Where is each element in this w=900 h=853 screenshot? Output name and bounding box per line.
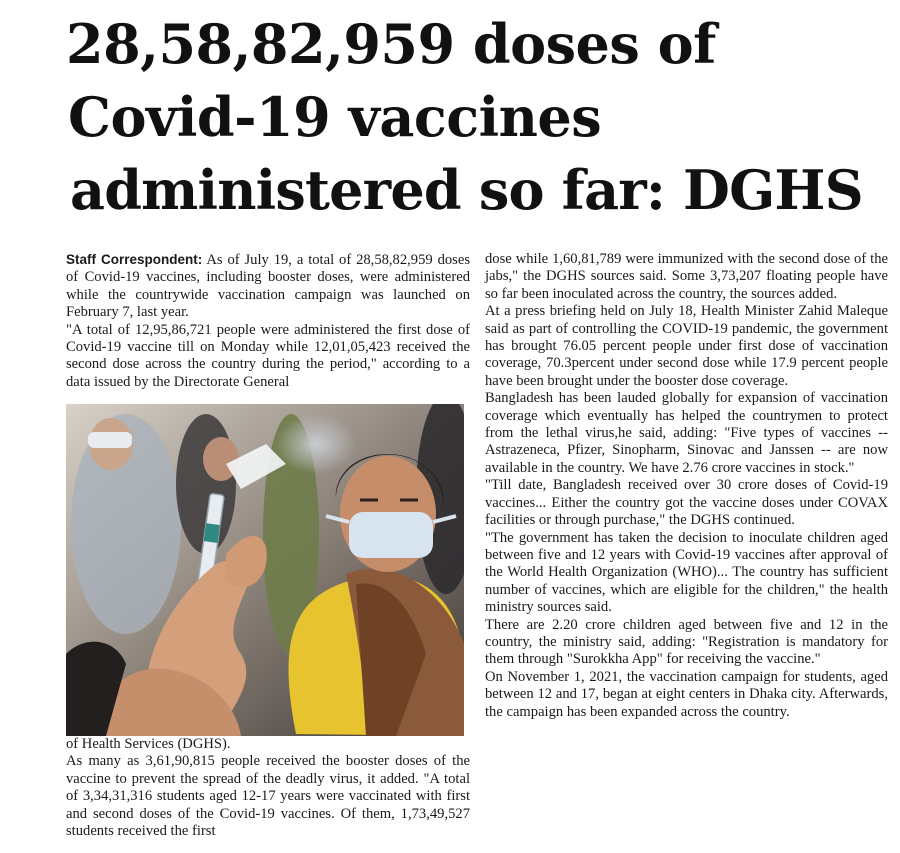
article-paragraph: At a press briefing held on July 18, Health Minister Zahid Maleque said as part of controlling the COVID-19 pandemic, the government has brought 76.05 percent people under first dose of vaccination coverage, 70.3percent under second dose while 17.9 percent people have been brought under the booster dose coverage. <box>485 303 888 389</box>
headline-line-3: administered so far: DGHS <box>70 158 863 222</box>
headline <box>60 8 890 227</box>
article-paragraph: of Health Services (DGHS). <box>66 736 231 752</box>
headline-line-2: Covid-19 vaccines <box>68 85 602 149</box>
vaccination-photo-icon <box>66 404 464 736</box>
lead-text: As of July 19, a total of 28,58,82,959 doses of Covid-19 vaccines, including booster doses, were administered while the countrywide vaccination campaign was launched on February 7, last year. <box>66 252 471 321</box>
article-column-left-top <box>66 251 470 391</box>
article-paragraph: "The government has taken the decision to inoculate children aged between five and 12 years with Covid-19 vaccines after approval of the World Health Organization (WHO)... The country has sufficient number of vaccines, which are eligible for the children," the health ministry sources said. <box>485 529 888 616</box>
article-column-right <box>485 251 888 721</box>
article-column-left-bottom <box>66 736 470 840</box>
article-paragraph: On November 1, 2021, the vaccination campaign for students, aged between 12 and 17, began at eight centers in Dhaka city. Afterwards, the campaign has been expanded across the country. <box>485 668 888 720</box>
headline-line-1: 28,58,82,959 doses of <box>66 12 716 76</box>
article-paragraph: As many as 3,61,90,815 people received the booster doses of the vaccine to prevent the spread of the deadly virus, it added. "A total of 3,34,31,316 students aged 12-17 years were vaccinated with first and second doses of the Covid-19 vaccines. Of them, 1,73,49,527 students received the first <box>66 753 470 840</box>
article-paragraph: dose while 1,60,81,789 were immunized with the second dose of the jabs," the DGHS sources said. Some 3,73,207 floating people have so far been inoculated across the country, the sources added. <box>485 251 888 302</box>
article-paragraph: "Till date, Bangladesh received over 30 crore doses of Covid-19 vaccines... Either the country got the vaccine doses under COVAX facilities or through purchase," the DGHS continued. <box>485 477 888 529</box>
byline: Staff Correspondent: <box>66 252 203 267</box>
article-paragraph: Bangladesh has been lauded globally for expansion of vaccination coverage which eventually has helped the countrymen to protect from the lethal virus,he said, adding: "Five types of vaccines -- Astrazeneca, Pfizer, Sinopharm, Sinovac and Janssen -- are now available in the country. We have 2.76 crore vaccines in stock." <box>485 390 888 476</box>
article-paragraph: There are 2.20 crore children aged between five and 12 in the country, the ministry said, adding: "Registration is mandatory for them through "Surokkha App" for receiving the vaccine." <box>485 616 888 668</box>
article-paragraph <box>66 251 470 322</box>
article-paragraph: "A total of 12,95,86,721 people were administered the first dose of Covid-19 vaccine till on Monday while 12,01,05,423 received the second dose across the country during the period," according to a data issued by the Directorate General <box>66 321 470 390</box>
vaccination-photo <box>66 404 464 736</box>
